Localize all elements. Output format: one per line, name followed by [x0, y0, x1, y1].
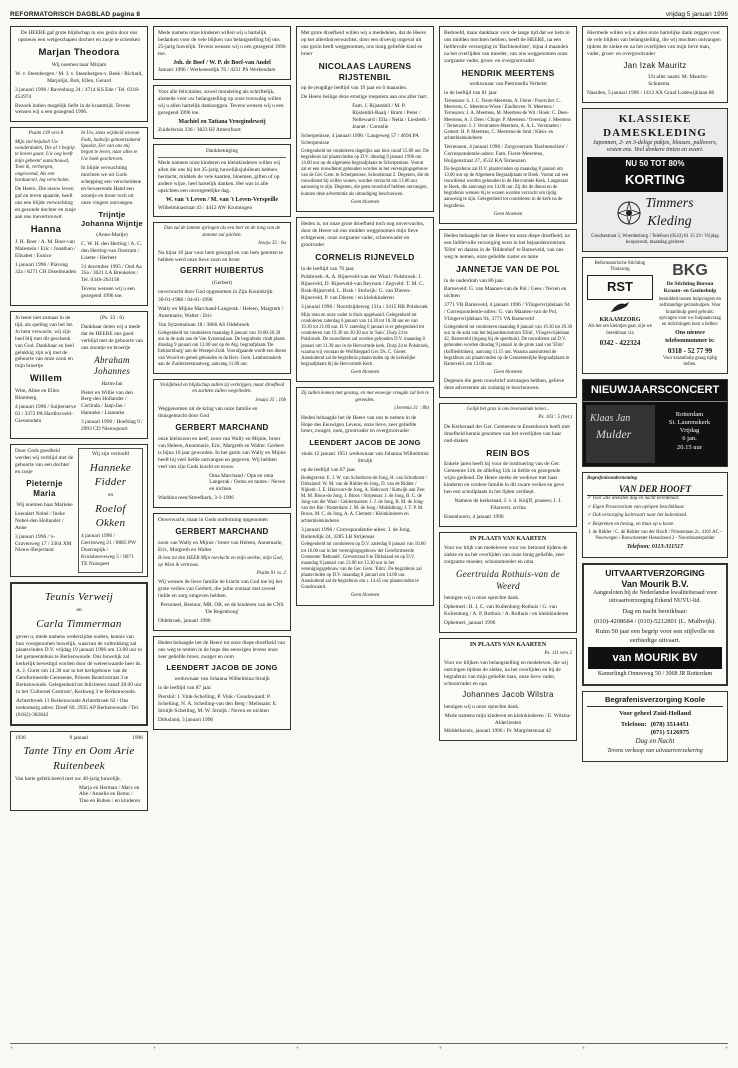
ad-reference: Ps. 111 vers 2 — [544, 651, 572, 657]
ad-family: W. v. Steenbergen / M. J. v. Steenbergen-v. Beek / Richard, Marjolijn, Bob, Ellen, Gerard — [15, 70, 143, 84]
phone-number: Telefoon: 0113-311517 — [626, 544, 684, 551]
anniversary-ad — [10, 731, 148, 812]
ad-date: 9 januari — [69, 734, 89, 741]
ad-name: Willem — [29, 373, 63, 385]
ad-family: Barneveld: G. van Maanen-van de Pol / Gees / Neven en nichten — [444, 286, 567, 300]
ad-date: Zuiderkruis 336 / 3823 HJ Amersfoort — [158, 126, 241, 133]
ad-signature: Namens de kerkeraad, J. v. d. Knijff, praeses; J. J. Filarwert, scriba — [454, 498, 562, 511]
phone-number: (010)-4208684 / (010)-5212801 (L. Mulhvijk). — [593, 617, 717, 625]
service-checklist — [587, 496, 723, 528]
ad-poem: Mijn ziel bejubelt Uw wonderdaden, Die al 't begrip te boven gaan; Uw oog heeft mijn gebeent' aanschouwd, Toen ik, verborgen, ongevormd, Als een borduursel, lag verscholen. — [15, 139, 75, 184]
ad-subtitle: weduwnaar van Johanna Wilhelmina Struijk — [174, 676, 270, 683]
ad-address: Scherpenisse, 4 januari 1996 / Langeweg 57 / 4694 PA Scherpenisse — [301, 132, 419, 146]
ad-title: VAN DER HOOFT — [587, 484, 723, 497]
ad-name: GERBERT MARCHAND — [175, 527, 269, 537]
ad-name: JANNETJE VAN DE POL — [456, 263, 560, 274]
ad-note: Voor kraamhulp graag tijdig bellen. — [662, 356, 718, 368]
ad-text: Voor uw blijk van medeleven voor uw betoond tijdens de ziekte en na het overlijden van onze innig geliefde, zeer zorgzame moeder, schoonmoeder en oma — [444, 545, 568, 566]
ad-info: De begrafenis zal D.V. plaatsvinden op maandag 8 januari om 13.00 uur op de Algemene Begraafplaats te Hoek. Voorat zal een rouwdienst worden gehouden in de Hervormde Kerk, Langstraat te Hoek, die aanvangt om 14.00 uur. Zij die de dienst en de begrafenis wensen bij te wonen worden verzocht om tijdig aanwezig te zijn. Gelegenheid tot condoleren in de kerk na de begrafenis. — [444, 166, 569, 209]
ad-subtitle: weduwnaar van Pietronella Verhelst — [469, 81, 547, 88]
ad-date: 4 januari 1996 / Gerritsweg 21 / 8085 PW Doornspijk / Kruishoeveweg 5 / 8071 TE Nunspeet — [81, 533, 136, 567]
birth-engagement-ad — [10, 444, 148, 577]
ad-text: Jo leent niet zomaar in de tijd, als speling van het lot. Jo bent verwacht, wij zijn heel blij met dit geschenk van God. Dankbaar en heel gelukkig zijn wij met de geboorte van onze zoon en mijn broertje — [15, 315, 74, 370]
ad-info: Gelegenheid tot condoleren maandag 8 januari van 19.30 tot 20.30 uur in de aula van het bejaardencentrum 'Elim', Vlingervrijdelaan 42, Barneveld (ingang bij de speeltuin). De rouwdienst zal D.V. gehouden worden dinsdag 9 januari in de grote zaal van 'Elim' (koffiedrinken), aanvang 11.15 uur. Waarna aansluitend de begrafenis zal plaatsvinden op de Gemeentelijke Begraafplaats te Barneveld, om 13.00 uur. — [444, 325, 573, 367]
ad-name: W. van 't Leven / M. van 't Leven-Verspeille — [165, 196, 279, 203]
ad-name: REIN BOS — [486, 447, 530, 458]
ad-heading: Dankbetuiging — [158, 148, 286, 158]
ad-name: GERBERT MARCHAND — [175, 422, 269, 432]
ad-text: onze kleinzoon en neef, zoon van Wally en Mijnie, broer van Heleen, Annemarie, Eric, Margreth en Walter. Gerbert is bijna 10 jaar geworden. In het gezin van Wally en Mijnie heeft hij veel liefde ontvangen en gegeven. Wij hebben veel van zijn Gods kracht en trouw. — [158, 436, 286, 470]
ad-name: Tante Tiny en Oom Arie Ruitenbeek — [23, 745, 135, 772]
ad-info: Gelegenheid tot condoleren maandag 8 januari van 19.00-20.30 uur in de aula aan de Van Sytzemalaan. De begrafenis vindt plaats dinsdag 9 januari om 12.00 uur op de Alg. begraafplaats 'De Eekhornburg' aan de Wezepe-Zuid. Voorafgaande wordt een dienst van Woord en gebed gehouden in de Herv. Gem. Lambertuskerk aan de Zuiderzeestraatweg, aanvang 11.00 uur. — [158, 331, 286, 367]
ad-date: Ensenhoorn, 4 januari 1996 — [444, 513, 504, 520]
ad-address: Goudsestraat 3, Woerdenburg / Telefoon (0543) 61 15 29 / Vrijdag koopavond, maandag gesloten — [591, 233, 719, 245]
concert-day: Vrijdag — [679, 427, 700, 435]
ad-footer: Geen bloemen — [350, 199, 380, 205]
ad-family: Mede namens mijn kinderen en kleinkinderen / E. Wilstra-Alderliesten — [444, 712, 572, 726]
ad-note: Bezoek indien mogelijk liefst in de kraamtijd. Tevens wensen wij u een gezegend 1996. — [15, 102, 131, 116]
thanks-ad-deboef — [153, 26, 291, 80]
ad-text: Heden behaagde het de Heere van ons te nemen in de Hope des Eeuwigen Levens, onze lieve, zeer geliefde broer, zwager, oom, grootvader en overgrootvader — [301, 414, 417, 435]
ad-family: Oma Marchand / Opa en oma Langerak / Ooms en tantes / Neven en nichten — [209, 472, 286, 493]
ad-address: 3771 VB Barneveld, 4 januari 1996 / Vlingervrijdelaan 94 / Correspondentie-adres: G. van Maanen-van de Pol, Vlingervrijdelaan 94, 3771 VA Barneveld — [444, 302, 570, 323]
ad-text: Na bijna 10 jaar voor hem gezorgd en van hem genoten te hebben werd onze lieve zoon en broer — [158, 249, 283, 263]
ad-address: Terneuzen, 4 januari 1996 / Zorgcentrum 'Bachtenoliste' / Correspondentie-adres: Fam. Fieret-Meertens, Huijgenstraat 27, 4532 KA Terneuzen — [444, 144, 568, 164]
ad-quote: Dan zal de lamme springen als een hert en de tong van de stomme zal juichen. — [163, 226, 281, 238]
ad-family: Marja en Herman / Mary en Abe / Annelie en Remo / Tine en Ruben / en kinderen — [79, 784, 141, 805]
ad-family: Polsbroek: A. A. Rijneveld-van der Wind / Polsbroek: J. Rijneveld, D. Rijneveld-van Beynum / Zegveld: T. M. C. Brak-Rijneveld, L. Brak / Stolwijk: G. van Dieren-Rijneveld, P. van Dieren / en kleinkinderen — [301, 274, 425, 302]
ad-family: Piershil: J. Vink-Schelling, P. Vink / Goudswaard: P. Schelling, N. A. Schelling-van den Berg / Melissant: E. Struijk-Schelling, M. W. Struijk / Neven en nichten — [158, 693, 278, 714]
ad-reference: (Jeremia 31 : 8b) — [394, 406, 429, 412]
company-logo: van MOURIK BV — [588, 647, 722, 669]
artist-last-name: Mulder — [596, 426, 632, 441]
ad-year: 1936 — [15, 734, 26, 741]
ad-name: Teunis Verweij — [44, 590, 114, 603]
flower-logo-icon — [616, 200, 642, 226]
registration-mark: + — [438, 1046, 443, 1052]
registration-mark: + — [152, 1046, 157, 1052]
ad-reference: Psalm 91 vs. 2 — [256, 570, 286, 576]
ad-heading: Wij zijn verloofd — [92, 450, 129, 457]
ad-age: op de leeftijd van 87 jaar. — [301, 466, 356, 473]
ad-name: LEENDERT JACOB DE JONG — [309, 438, 421, 448]
ad-family: Leendert Nobel / Ineke Nobel-den Hollander / Anne — [15, 510, 65, 531]
ad-name: Hanna — [30, 223, 62, 235]
ad-family: Bodegraven: E. J. W. van Schothorst-de Jong, H. van Schothorst / Dirksland: W. M. van de Ridder-de Jong, D. van de Ridder / Nijkerk: J. E. Hakvoort-de Jong, A. Hakvoort / Katwijk aan Zee: M. M. Bloos-de Jong, J. Bloos / Strijensas: J. de Jong, B. C. de Jong-van der Waal / Geldermalsen: J. J. de Jong, B. M. de Jong-van der Bie / Rotterdam: J. M. de Jong / Middelburg: J. T. P. M. Broos, M. C. de Jong, A. A. Clement / Kleinkinderen en achterkleinkinderen — [301, 475, 428, 524]
ad-date: Ophemeri, januari 1996 — [444, 619, 496, 626]
ad-name: Abraham Johannes — [93, 354, 131, 377]
page-date: vrijdag 5 januari 1996 — [665, 11, 728, 18]
ad-heading: Ons nieuwe telefoonnummer is: — [665, 329, 715, 344]
brand-name: Kleding — [647, 213, 692, 229]
ad-text: onverwacht door God opgenomen in Zijn Koninkrijk. — [158, 288, 274, 295]
ad-text: Mede namens onze kinderen willen wij u hartelijk bedanken voor de vele blijken van belangstelling bij ons 25-jarig huwelijk. Tevens wensen wij u een gezegend 1996 toe. — [158, 30, 286, 57]
ad-age: in de leeftijd van 76 jaar. — [301, 265, 355, 272]
ad-name: GERRIT HUIBERTUS — [180, 266, 264, 276]
column-4 — [439, 26, 577, 1034]
page-header — [10, 4, 728, 19]
obituary-leendert-dejong — [296, 387, 434, 605]
ad-name: LEENDERT JACOB DE JONG — [166, 663, 278, 673]
ad-text: De HEERE gaf grote blijdschap in ons gezin door ons opnieuw een welgeschapen dochter en zusje te schenken — [18, 30, 140, 43]
ad-category: Begrafenisonderneming — [587, 475, 638, 481]
funeral-vanderhooft-ad — [582, 472, 728, 558]
ad-text: Voor uw blijken van belangstelling en medeleven, die wij ontvingen tijdens de ziekte, na het overlijden en bij de begrafenis van mijn geliefde man, onze lieve vader, schoonvader en opa — [444, 659, 569, 687]
ad-name: Marjan Theodora — [38, 46, 120, 58]
ad-psalm: Psalm 139 vers 8 — [28, 131, 64, 137]
birth-ad-mirjam — [10, 26, 148, 122]
ad-subtitle: Wij noemen haar Mirjam — [51, 61, 107, 68]
ad-age: op de jeugdige leeftijd van 19 jaar en 6 maanden. — [301, 85, 408, 92]
ad-address: Van Sytzemaloan 18 / 3866 AS Oldebroek — [158, 322, 250, 329]
ad-date: Middelharnis, januari 1996 / Pr. Margrietstraat 42 — [444, 728, 552, 735]
ad-text: Met grote droefheid willen wij u mededelen, dat de Heere op het allerdonverwachtst, door een droevig ongeval uit ons gezin heeft weggenomen, ons innig geliefde kind en broer — [301, 30, 426, 57]
ad-family: Terneuzen: S. J. C. Fieret-Meertens, A. Fieret / Poortvliet: C. Meertens, C. Meertens-Wisse / Eindhoven: N. Meertens / Terneuzen: J. A. Meertens, M. Meertens-de Wit / Hoek: C. Dees-Meertens, A. J. Dees / Clinge: P. Meertens / Overslag: J. Meertens / Terneuzen: J. J. Verstraeten-Meertens, A. A. L. Verstraeten / Gemert: H. P. Meertens, C. Meertens-de Smit / Klein- en achterkleinkinderen — [444, 99, 571, 141]
brand-name: Timmers — [645, 195, 694, 211]
ad-title: KLASSIEKE — [618, 112, 692, 125]
column-1 — [10, 26, 148, 1034]
ad-date: Oldebroek, januari 1996 — [158, 617, 211, 624]
ad-footer: Geen bloemen — [493, 211, 523, 217]
ad-name: NICOLAAS LAURENS RIJSTENBIL — [318, 60, 412, 82]
obituary-leendert-family — [153, 636, 291, 730]
ad-quote: Gelijk het gras is ons levenseinde lenen... — [466, 407, 550, 413]
phone-label: Telefoon: — [620, 720, 647, 728]
phone-number: 0342 - 422324 — [599, 338, 641, 347]
ad-info: Mijn man en onze vader is thuis opgebaard. Gelegenheid tot condoleren zaterdag 6 januari van 14.30 tot 16.30 uur en van 19.30 tot 21.00 uur. D.V. zaterdag 6 januari is er gelegenheid tot condoleren van 19.30 tot 20.30 uur in 'Salo', Dorp 24 te Polsbroek. De rouwdienst zal worden gehouden D.V. maandag 8 januari om 11.30 uur in de Hervormde kerk, Dorp 24 te Polsbroek, waarna wij vooraan de Wolfsleppad Ger. Ds. C. Gieter. Aansluitend zal de begrafenis plaatsvinden op de kerkelijke begraafplaats bij de Hervormde Kerk. — [301, 312, 429, 367]
concert-ad — [582, 379, 728, 466]
obituary-meertens — [439, 26, 577, 224]
ad-address: Kamerlingh Onnesweg 50 / 3068 JR Rotterdam — [597, 670, 713, 677]
ad-date: 4 januari 1996 / Suijterserve 63 / 3372 PA Hardinxveld-Giessendam — [15, 404, 77, 425]
ad-name: Jan Izak Mauritz — [623, 60, 687, 70]
ad-text: Mede namens onze kinderen en kleinkinderen willen wij allen die ons bij het 35-jarig huwelijksjubileum hebben herdacht, middels de vele kaarten, bloemen, giften of op andere wijze, heel hartelijk danken. Het was in alle opzichten een onvergetelijke dag. — [158, 160, 281, 194]
ad-title: DAMESKLEDING — [603, 126, 707, 139]
ad-text: De Heere heilige deze ernstige roepstem aan ons aller hart. — [301, 94, 428, 101]
thanks-ad-mauritz — [582, 26, 728, 103]
concert-city: Rotterdam — [675, 410, 704, 418]
ad-text: Wij wensen de lieve familie de kracht van God toe bij het grote verlies van Gerbert, die jullie zomaar met zoveel liefde en zorg omgeven hebben. — [158, 579, 283, 600]
obituary-gerrit — [153, 222, 291, 373]
ad-title: UITVAARTVERZORGING — [605, 567, 705, 578]
column-2 — [153, 26, 291, 1034]
ad-text: Heden behaagde het de Heere tot onze diepe droefheid, na een liefdevolle verzorging eerst in het bejaardencentrum 'Elim' en daarna in de 'Bildenhof' te Barneveld, van ons weg te nemen, onze geliefde zuster en tante — [444, 233, 570, 260]
company-name: Van Mourik B.V. — [621, 578, 689, 589]
ad-address: 3 januari 1996 / Noordzijdeweg 131a / 3415 RB Polsbroek — [301, 304, 428, 311]
ad-footer: Geen bloemen — [350, 593, 380, 599]
ad-text: Van harte gefeliciteerd met uw 40-jarig huwelijk. — [15, 775, 122, 782]
ad-age: in de leeftijd van 81 jaar. — [444, 90, 498, 97]
ad-name: Roelof Okken — [95, 502, 126, 529]
artist-photo — [586, 405, 655, 463]
ad-family: Fam. J. Rijstenbil / M. P. Rijstenbil-Baalj / Bram / Peter / Nelleward / Ella / Nelia / Liesbeth / Jeanet / Cornelie — [352, 103, 429, 130]
clothing-store-ad — [582, 108, 728, 252]
ad-date: 3 januari 1996 / Ravenburg 24 / 4714 KS Ede / Tel. 0318-453974 — [15, 86, 140, 100]
column-3 — [296, 26, 434, 1034]
ad-conjunction: en — [76, 606, 82, 613]
ad-name: Geertruida Rothuis-van de Weerd — [456, 569, 560, 591]
ad-text: Japonnen, 2- en 3-delige pakjes, blouses, pullovers, vesten enz. Veel donkere tinten en zwart. — [592, 139, 718, 154]
page-footer — [10, 1043, 728, 1054]
checklist-item: Bespreken en beslag, en thuis op u koste. — [592, 521, 675, 527]
ad-info: Gelegenheid tot condoleren op D.V. zaterdag 6 januari van 10.00 tot 16.00 uur in het verenigingsgebouw der Gereformeerde Gemeente 'Bethanië', Grevestraat 8 te Dirksland en op D.V. maandag 8 januari van 13.00 tot 13.30 uur in het verenigingsgebouw van de Ger. Gem. 'Elim'. De begrafenis zal plaatsvinden op D.V. maandag 8 januari om 14.00 uur. Aansluitend zal de begrafenis om ± 14.45 uur plaatsvinden te Goudswaard. — [301, 542, 426, 591]
ad-text: Hiermede willen wij u allen onze hartelijke dank zeggen voor de vele blijken van belangstelling, die wij mochten ontvangen tijdens de ziekte en na het overlijden van mijn lieve man, vader, groot- en overgrootvader — [587, 30, 721, 57]
ad-conjunction: en — [107, 492, 114, 499]
check-icon: ✓ — [587, 496, 593, 502]
ad-text: De Heere, Die nieuw leven gaf en leven spaarde, heeft ons een blijde verwachting en gezonde dochter en zusje aan ons toevertrouwd — [15, 186, 76, 221]
funeral-koole-ad — [582, 691, 728, 762]
ad-text: bemiddelt tussen hulpvragers en zelfstandige gezinshulpen. Voor kraamhulp goed gebruik: opvragen voor uw hulpaanvraag en inlichtingen kunt u bellen: — [659, 297, 721, 327]
ad-date: Wilhelminastraat 43 / 4412 AW Kruiningen — [158, 204, 253, 211]
registration-mark: + — [581, 1046, 586, 1052]
phone-number: (078) 3514451 — [650, 720, 690, 728]
ad-family: Ophemeri: H. J. C. van Kuilenburg-Rothuis / G. van Kuilenburg / A. P. Rothuis / A. Rothuis / en kleinkinderen — [444, 604, 569, 617]
ad-name: Pieternje Maria — [26, 478, 63, 498]
ad-note: Als het om kleintjes gaat, zijn we bereikbaar via — [587, 324, 653, 336]
ad-text: Voor alle felicitaties, zowel mondeling als schriftelijk, alsmede voor uw belangstelling op onze trouwdag willen wij u allen hartelijk dankzeggen. Tevens wensen wij u een gezegend 1996 toe. — [158, 89, 284, 116]
org-name: De Stichting Bureau Kraam- en Gezinshulp — [663, 281, 717, 295]
registration-mark: + — [724, 1046, 728, 1052]
ad-subtitle: (Anne-Marije) — [96, 231, 128, 238]
checklist-item: Ook verzorging luchtvaart naar het buitenland. — [592, 513, 688, 519]
ad-date: 31 december 1995 / Oud Aa 35a / 3621 LA Breukelen / Tel. 0346-263158 — [81, 263, 142, 284]
ad-name: Hanneke Fidder — [89, 461, 132, 488]
ad-name: CORNELIS RIJNEVELD — [315, 251, 415, 262]
ad-psalm: (Ps. 33 : 6) — [100, 315, 124, 322]
ad-availability: Dag en Nacht — [635, 737, 675, 746]
column-5 — [582, 26, 728, 1034]
ad-footer: Geen bloemen — [350, 370, 380, 376]
care-services-ad — [582, 257, 728, 374]
funeral-vanmourik-ad — [582, 563, 728, 686]
ad-dates: 30-01-1986 / 04-01-1996 — [158, 297, 213, 304]
ad-quote: Ik ben tot den HEER Mijn toevlucht en mijn sterkte, mijn God, op Wien ik vertrouw. — [158, 556, 283, 568]
bkg-logo: BKG — [672, 262, 708, 279]
ad-text: Door Gods goedheid werden wij verblijd met de geboorte van een dochter en zusje — [15, 447, 74, 475]
kraamzorg-label: KRAAMZORG — [599, 316, 641, 323]
thanks-ad-vroegindeweij — [153, 85, 291, 139]
checklist-item: Voor alle diensten dag en nacht bereikbaar. — [592, 496, 680, 502]
thanks-ad-rothuis — [439, 532, 577, 633]
obituary-rijneveld — [296, 217, 434, 382]
ad-text: Enkele jaren heeft hij voor de instituering van de Ger. Gemeente Urk de afdeling Urk in liefde en gezegende wijze gediend. De Heere sterke de weduwe met haar kinderen en verdere familie in dit zware verlies en geve hen een schuilplaats in het lijden verdiept. — [444, 461, 564, 496]
ad-text: betuigen wij u onze oprechte dank. — [444, 595, 520, 602]
ad-address: Achterbroek 11 Berkenwoude Achterbroek 62 / Ons toekomstig adres: Dreef 60, 2935 AP Berkenwoude / Tel. (0182)-382842 — [16, 697, 140, 718]
ad-text: betuigen wij u onze oprechte dank. — [444, 703, 520, 710]
ad-age: in de leeftijd van 87 jaar. — [158, 684, 212, 691]
ad-note: Degenen die geen rouwbrief ontvangen hebben, gelieve deze advertentie als zodanig te beschouwen. — [444, 378, 565, 392]
ad-reference: Jesaja 35 : 6a — [257, 241, 286, 247]
ad-year: 1996 — [132, 734, 143, 741]
ad-family: Wally en Mijnie Marchand-Langerak / Heleen, Margreth / Annemarie, Walter / Eric — [158, 306, 284, 320]
newspaper-title: REFORMATORISCH DAGBLAD pagina 8 — [10, 11, 141, 18]
ad-title: NIEUWJAARSCONCERT — [583, 380, 727, 401]
artist-first-name: Klaas Jan — [590, 412, 631, 424]
ad-slogan: Tevens verkoop van uitvaartverzekering — [607, 748, 703, 755]
ad-family: C. W. H. den Herting / A. C. den Herting-van Oostrum / Lisette / Herbert — [81, 240, 143, 261]
ad-text: Aangesloten bij de Nederlandse kwaliteitsraad voor uitvaartverzorging Erkend NUVU-lid. — [592, 590, 718, 604]
discount-percentage: NU 50 TOT 80% — [587, 157, 723, 171]
ad-date: Dirksland, 3 januari 1996 — [158, 716, 214, 723]
ad-address: J. de Ridder / C. de Ridder van der Hooft / Prinsenlaan 2c, 4101 AC - Noorwegen / Bouwmeester Hesselzoed 2 - Noordoosterpolder — [588, 530, 722, 542]
phone-number: 0318 - 52 77 99 — [667, 347, 713, 356]
ad-slogan: Ruim 50 jaar een begrip voor een stijlvolle en eerbiedige uitvaart. — [595, 628, 715, 644]
ad-text: Weggenomen uit de kring van onze familie en thuisgebracht door God — [158, 406, 258, 419]
concert-date: 6 jan. — [682, 435, 697, 443]
ad-reference: Ps. 103 : 5 (ber.) — [538, 415, 572, 421]
ad-date: Naarden, 5 januari 1996 / 1412 AX Graaf Lodewijklaan 86 — [587, 89, 715, 96]
registration-mark: + — [10, 1046, 14, 1052]
wedding-announcement-ad — [10, 582, 148, 726]
ad-subtitle: (Gerbert) — [211, 279, 233, 286]
thanks-ad-vantleven — [153, 144, 291, 217]
ad-quote: Zij zullen komen met gezang, en met eeuwige vreugde zal hen te gereeden. — [301, 391, 429, 403]
ad-footer: Geen bloemen — [493, 369, 523, 375]
ad-poem: In Uw, ziens wijsheid wierom Fuds, hadwijn gehoortsakend Spaalst, Eer van ons mij begon te leven, naar alles te Uw boek geschreven. — [81, 131, 141, 162]
ad-subtitle: Harm-Jan — [101, 380, 123, 387]
ad-name: Joh. de Boef / W. P. de Boef-van Andel — [173, 59, 271, 66]
ad-subtitle: sinds 12 januari 1951 weduwnaar van Johanna Wilhelmina Struijk — [301, 450, 429, 464]
ad-age: in de ouderdom van 86 jaar. — [444, 277, 505, 284]
ad-text: Bedroefd, maar dankbaar voor de lange tijd dat we hem in ons midden mochten hebben, heeft de HEERE, na een liefdevolle verzorging in 'Bachtenoliste', bijna 4 maanden na het overlijden van moeder, van ons weggenomen onze zorgzame vader, groot- en overgrootvader — [444, 30, 570, 64]
ad-text: geven u, mede namens wederzijdse ouders, kennis van hun voorgenomen huwelijk, waarvan de voltrekking zal plaatsvinden D.V. vrijdag 19 januari 1996 om 13.00 uur in het gemeentehuis te Berkenwoude. Ons huwelijk zal kerkelijk bevestigd worden door de weleerwaarde heer ds. A. J. Guret om 14.30 uur in het kerkgebouw van de Gereformeerde Gemeente, Prinses Beatrixstraat 3 te Berkenwoude. Gelegenheid tot feliciteren vanaf 20.00 uur in het 'Cultureel Centrum', Kerkweg 3 te Berkenwoude. — [16, 633, 142, 695]
birth-ad-willem — [10, 311, 148, 439]
obituary-rein-bos — [439, 403, 577, 527]
ad-text: Heden is, tot onze grote droefheid toch nog onverwachts, door de Heere uit ons midden weggenomen mijn lieve echtgenoot, onze zorgzame vader, schoonvader en grootvader — [301, 221, 425, 248]
ad-subtitle: Wij noemen haar Marieke — [16, 502, 73, 509]
check-icon: ✓ — [587, 521, 593, 527]
ad-text: Onverwacht, maar in Gods ontferming opgenomen — [158, 517, 268, 524]
ad-name: Machiel en Tatiana Vroegindeweij — [178, 118, 266, 125]
ad-name: Johannes Jacob Wilstra — [462, 690, 554, 700]
ad-note: Tevens wensen wij u een gezegend 1996 toe. — [81, 286, 135, 300]
checklist-item: Eigen Prosectorium van oplopen beschikbaar. — [592, 504, 685, 510]
service-area: Voor geheel Zuid-Holland — [619, 710, 691, 718]
obituary-gerbert-family — [153, 379, 291, 508]
ad-reference: Jesaja 35 : 10b — [255, 397, 286, 403]
concert-venue: St. Laurenskerk — [668, 418, 711, 426]
obituary-rijstenbil — [296, 26, 434, 212]
ad-family: Pieter en Willie van den Berg-den Hollander / Corlinda / Jaap-Jan / Hanneke / Lianneke — [81, 389, 133, 417]
concert-time: 20.15 uur — [677, 443, 702, 451]
phone-number: (071) 5126975 — [650, 728, 690, 736]
obituary-vandepol — [439, 229, 577, 398]
ad-name: Trijntje Johanna Wijntje — [81, 209, 143, 229]
ad-family: Wim, Aline en Ellen Blomberg — [15, 388, 60, 402]
ad-info: Gelegenheid tot condoleren dagelijks aan huis vanaf 15.00 uur. De begrafenis zal plaatsvinden op D.V. dinsdag 9 januari 1996 om 14.00 uur op de algemene begraafplaats te Scherpenisse. Voorat zal er een rouwdienst gehouden worden in het verenigingsgebouw van de Ger. Gem. te Scherpenisse, Schoolstraat 2. Degenen, die de rouwdienst bij willen wonen, worden verzocht om 13.00 uur aanwezig te zijn. Degenen, die geen rouwbrief hebben ontvangen, kunnen deze advertentie als uitnodiging beschouwen. — [301, 148, 429, 197]
discount-label: KORTING — [587, 171, 723, 192]
birth-ad-hanna — [10, 127, 148, 306]
ad-address: 3 januari 1996 / Correspondentie-adres: J. de Jong, Buitendijk 24, 3285 LB Strijensas — [301, 526, 411, 540]
obituary-gerbert-school — [153, 513, 291, 631]
ad-name: HENDRIK MEERTENS — [461, 67, 555, 78]
check-icon: ✓ — [587, 504, 593, 510]
ad-date: 1 januari 1996 / Plavong 32a / 8271 CH IJsselmuiden — [15, 261, 77, 275]
ad-date: Waddinxveen/Streefkerk, 3-1-1996 — [158, 495, 234, 502]
stork-icon — [609, 300, 631, 314]
ad-date: 3 januari 1996 / 's-Gravenweg 17 / 3364 XM Nieuw-Beijerland — [15, 533, 72, 554]
check-icon: ✓ — [587, 513, 593, 519]
ad-name: Carla Timmerman — [36, 617, 122, 630]
ad-text: zoon van Wally en Mijnie / broer van Heleen, Annemarie, Eric, Margreth en Walter — [158, 540, 283, 554]
ad-family: Uit aller naam: M. Mauritz-Schutema — [648, 73, 709, 87]
ad-availability: Dag en nacht bereikbaar: — [622, 607, 688, 615]
ad-date: 3 januari 1996 / Hoefslag 9 / 2993 CD Nieuwpoort — [81, 419, 143, 433]
ad-text: In blijde verwachting mochten we uit Gods schepping een verscheidene en bevaerende Hand een zoontje en broer toch uit onze vingers ontvangen. — [81, 165, 142, 206]
ad-text: Heden behaagde het de Heere tot onze diepe droefheid van ons weg te nemen in de hope des eeuwigen levens onze zeer geliefde broer, zwager en oom — [158, 639, 286, 660]
ad-date: Januari 1996 / Werkenesdijk 76 / 4251 PS Werkendam — [158, 67, 276, 74]
ad-quote: Vrolijkheid en blijdschap zullen zij verkrijgen, maar droefheid en zuchten zullen wegvlieden. — [159, 382, 285, 395]
ad-family: Personeel, Bestuur, MR, OR, en de kinderen van de CNS 'De Regenboog' — [160, 602, 284, 615]
thanks-ad-wilstra — [439, 638, 577, 742]
ad-text: Dankbaar delen wij u mede dat de HEERE ons goed verblijd met de geboorte van ons zoontje en broertje — [81, 323, 143, 351]
ring-label: Reformatorische Stichting Thuiszorg — [594, 261, 646, 273]
registration-mark: + — [295, 1046, 300, 1052]
ad-title: Begrafenisverzorging Koole — [587, 695, 723, 708]
ad-heading: IN PLAATS VAN KAARTEN — [469, 641, 547, 648]
rst-logo: RST — [587, 275, 653, 300]
ad-family: J. H. Boer / A. M. Boer-van Malestein / Eric / Jonathan / Elisabet / Eunice — [15, 239, 76, 259]
ad-heading: IN PLAATS VAN KAARTEN — [469, 535, 547, 542]
ad-text: De Kerkeraad der Ger. Gemeente te Ensenhoorn heeft met droefheid kennis genomen van het overlijden van haar oud-diaken — [444, 423, 570, 444]
